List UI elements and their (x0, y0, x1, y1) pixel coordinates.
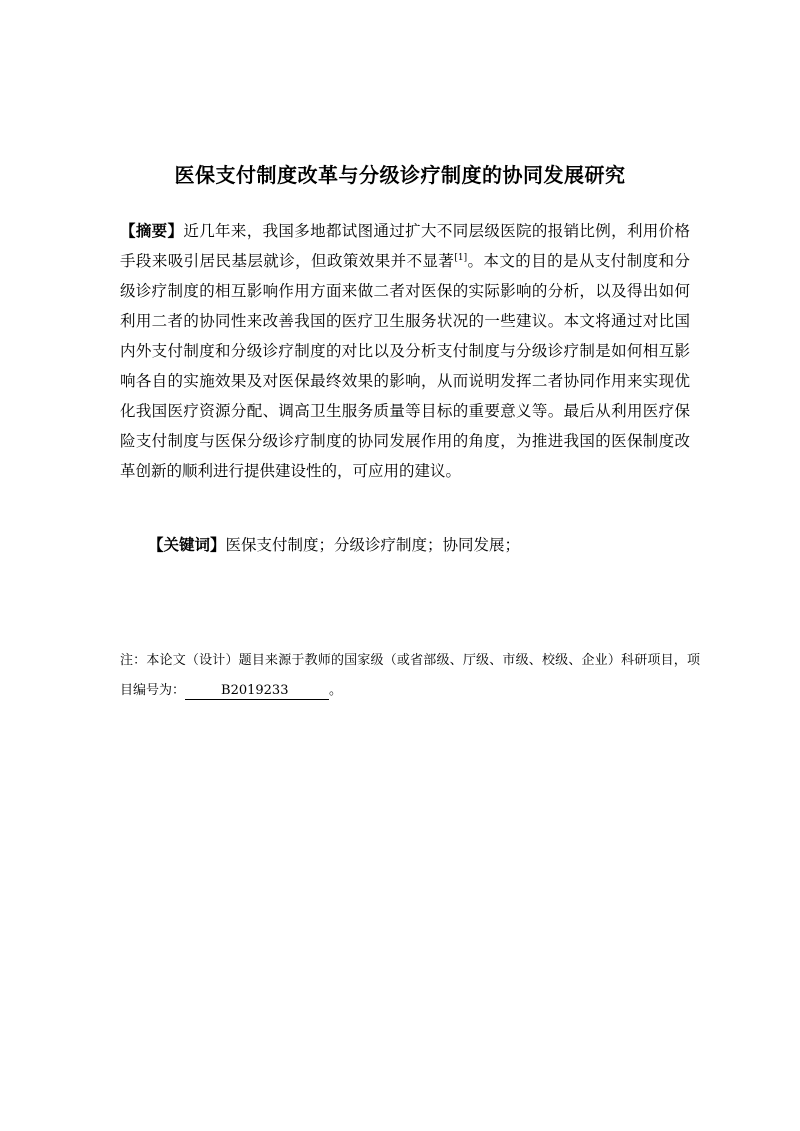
project-number: B2019233 (185, 683, 329, 700)
abstract-text-part2: 。本文的目的是从支付制度和分级诊疗制度的相互影响作用方面来做二者对医保的实际影响的分析，以及得出如何利用二者的协同性来改善我国的医疗卫生服务状况的一些建议。本文将通过对比国内外支付制度和分级诊疗制度的对比以及分析支付制度与分级诊疗制是如何相互影响各自的实施效果及对医保最终效果的影响，从而说明发挥二者协同作用来实现优化我国医疗资源分配、调高卫生服务质量等目标的重要意义等。最后从利用医疗保险支付制度与医保分级诊疗制度的协同发展作用的角度，为推进我国的医保制度改革创新的顺利进行提供建设性的，可应用的建议。 (120, 252, 690, 480)
keywords-line (148, 530, 708, 560)
abstract-label: 【摘要】 (120, 222, 184, 240)
document-title: 医保支付制度改革与分级诊疗制度的协同发展研究 (174, 163, 626, 187)
footnote (120, 646, 700, 706)
citation-ref: [1] (454, 252, 468, 263)
footnote-text: 注：本论文（设计）题目来源于教师的国家级（或省部级、厅级、市级、校级、企业）科研项目，项目编号为： (120, 653, 700, 698)
abstract-paragraph (120, 216, 690, 486)
footnote-end: 。 (329, 683, 343, 698)
keywords-label: 【关键词】 (148, 536, 226, 554)
keywords-text: 医保支付制度；分级诊疗制度；协同发展； (225, 536, 521, 554)
abstract-text-part1: 近几年来，我国多地都试图通过扩大不同层级医院的报销比例，利用价格手段来吸引居民基层就诊，但政策效果并不显著 (120, 222, 690, 270)
